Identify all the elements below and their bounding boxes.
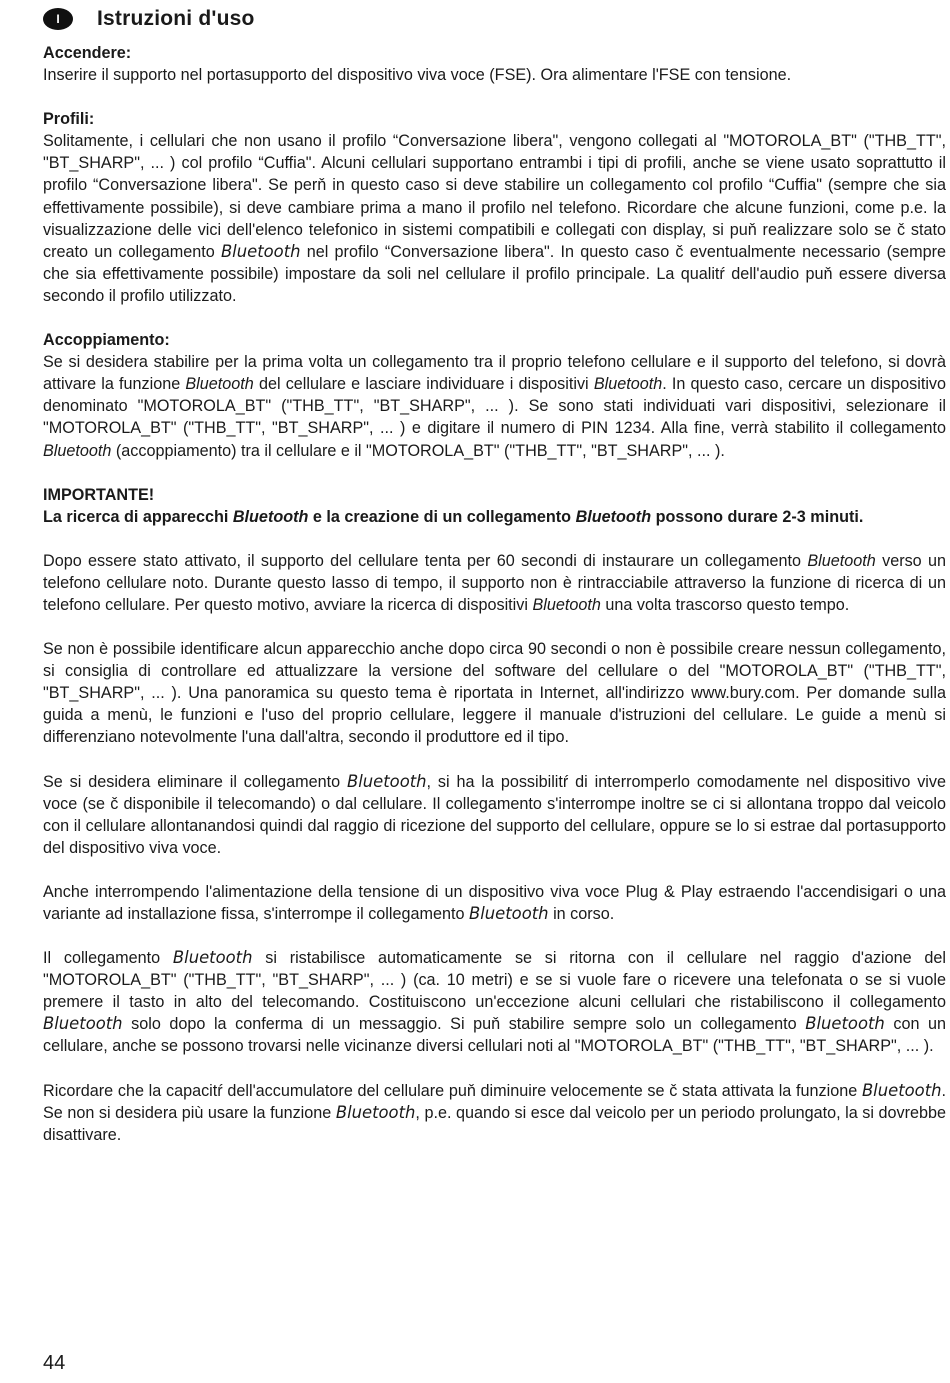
paragraph-text: del cellulare e lasciare individuare i dispositivi bbox=[258, 375, 589, 394]
bluetooth-term: Bluetooth bbox=[807, 551, 876, 570]
paragraph-reconnect bbox=[43, 947, 946, 1057]
instructions-body bbox=[43, 42, 946, 1146]
bluetooth-term: Bluetooth bbox=[232, 507, 309, 526]
page-number: 44 bbox=[43, 1352, 66, 1374]
bluetooth-term: Bluetooth bbox=[220, 241, 301, 261]
bluetooth-term: Bluetooth bbox=[43, 441, 112, 460]
paragraph-text: nel profilo “Conversazione libera". In questo caso č eventualmente necessario (sempre che sia effettivamente possibile) impostare da soli nel cellulare il profilo principale. La qualitŕ dell'audio puň essere diversa secondo il profilo utilizzato. bbox=[43, 242, 946, 305]
paragraph-text: solo dopo la conferma di un messaggio. Si puň stabilire sempre solo un collegamento bbox=[131, 1015, 797, 1034]
paragraph-power-interrupt bbox=[43, 881, 946, 925]
paragraph-text: Ricordare che la capacitŕ dell'accumulatore del cellulare puň diminuire velocemente se č stata attivata la funzione bbox=[43, 1081, 858, 1100]
bluetooth-term: Bluetooth bbox=[805, 1014, 885, 1034]
warning-text: La ricerca di apparecchi bbox=[43, 507, 229, 526]
paragraph-text: con un cellulare, anche se possono trovarsi nelle vicinanze diversi cellulari noti al "MOTOROLA_BT" ("THB_TT", "BT_SHARP", ... ). bbox=[43, 1015, 947, 1056]
section-heading-accendere: Accendere: bbox=[43, 44, 132, 62]
paragraph-battery bbox=[43, 1080, 946, 1146]
language-badge-icon: I bbox=[43, 8, 73, 30]
paragraph-text: . In questo caso, cercare un dispositivo denominato "MOTOROLA_BT" ("THB_TT", "BT_SHARP", ... ). Se sono stati individuati vari dispositivi, selezionare il "MOTOROLA_BT" ("THB_TT", "BT_SHARP", ... ) e digitare il numero di PIN 1234. Alla fine, verrà stabilito il collegamento bbox=[43, 375, 947, 438]
bluetooth-term: Bluetooth bbox=[346, 771, 427, 791]
paragraph-text: Anche interrompendo l'alimentazione della tensione di un dispositivo viva voce Plug & Play estraendo l'accendisigari o una variante ad installazione fissa, s'interrompe il collegamento bbox=[43, 882, 946, 923]
paragraph-text: si ristabilisce automaticamente se si ritorna con il cellulare nel raggio d'azione del "MOTOROLA_BT" ("THB_TT", "BT_SHARP", ... ) (ca. 10 metri) e se si vuole fare o ricevere una telefonata o se si vuole premere il tasto in alto del telecomando. Costituiscono un'eccezione alcuni cellulari che ristabiliscono il collegamento bbox=[43, 949, 946, 1012]
paragraph-text: Dopo essere stato attivato, il supporto del cellulare tenta per 60 secondi di instaurare un collegamento bbox=[43, 551, 802, 570]
section-heading-accoppiamento: Accoppiamento: bbox=[43, 331, 170, 350]
paragraph-text: verso un telefono cellulare noto. Durante questo lasso di tempo, il supporto non è rintracciabile attraverso la funzione di ricerca di un telefono cellulare. Per questo motivo, avviare la ricerca di dispositivi bbox=[43, 551, 947, 614]
paragraph-text: una volta trascorso questo tempo. bbox=[605, 595, 850, 614]
paragraph-text: Se si desidera stabilire per la prima volta un collegamento tra il proprio telefono cellulare e il supporto del telefono, si dovrà attivare la funzione bbox=[43, 353, 946, 394]
section-heading-profili: Profili: bbox=[43, 110, 95, 129]
bluetooth-term: Bluetooth bbox=[185, 375, 254, 394]
warning-text: possono durare 2-3 minuti. bbox=[655, 507, 864, 526]
paragraph-troubleshooting bbox=[43, 638, 946, 748]
section-importante bbox=[43, 484, 946, 528]
bluetooth-term: Bluetooth bbox=[861, 1080, 942, 1100]
paragraph-timeout bbox=[43, 550, 946, 616]
paragraph-text: Se si desidera eliminare il collegamento bbox=[43, 772, 341, 791]
paragraph-text: Il collegamento bbox=[43, 949, 161, 968]
paragraph-text: , p.e. quando si esce dal veicolo per un periodo prolungato, la si dovrebbe disattivare. bbox=[43, 1103, 947, 1144]
paragraph-text: . Se non si desidera più usare la funzione bbox=[43, 1081, 947, 1122]
bluetooth-term: Bluetooth bbox=[593, 375, 663, 394]
bluetooth-term: Bluetooth bbox=[43, 1014, 123, 1034]
paragraph-text: , si ha la possibilitŕ di interromperlo comodamente nel dispositivo vive voce (se č disponibile il telecomando) o dal cellulare. Il collegamento s'interrompe inoltre se ci si allontana troppo dal veicolo con il cellulare allontanandosi quindi dal raggio di ricezione del supporto del cellulare, oppure se lo si estrae dal portasupporto del dispositivo viva voce. bbox=[43, 772, 946, 857]
paragraph-text: in corso. bbox=[553, 905, 615, 923]
section-accendere bbox=[43, 42, 946, 86]
bluetooth-term: Bluetooth bbox=[172, 948, 253, 968]
paragraph-text: Solitamente, i cellulari che non usano il profilo “Conversazione libera", vengono collegati al "MOTOROLA_BT" ("THB_TT", "BT_SHARP", ... ) col profilo “Cuffia". Alcuni cellulari supportano entrambi i tipi di profili, anche se viene usato soprattutto il profilo “Conversazione libera". Se perň in questo caso si deve stabilire un collegamento col profilo “Cuffia" (sempre che sia effettivamente possibile), si deve cambiare prima a mano il profilo nel telefono. Ricordare che alcune funzioni, come p.e. la visualizzazione delle vici dell'elenco telefonico in sistemi compatibili e collegati con display, si puň realizzare solo se č stato creato un collegamento bbox=[43, 132, 946, 261]
bluetooth-term: Bluetooth bbox=[532, 595, 601, 614]
paragraph-text: Inserire il supporto nel portasupporto del dispositivo viva voce (FSE). Ora alimentare l'FSE con tensione. bbox=[43, 66, 792, 85]
bluetooth-term: Bluetooth bbox=[468, 904, 549, 923]
section-profili bbox=[43, 108, 946, 307]
bluetooth-term: Bluetooth bbox=[335, 1102, 416, 1122]
section-heading-importante: IMPORTANTE! bbox=[43, 485, 155, 504]
warning-text: e la creazione di un collegamento bbox=[312, 507, 572, 526]
paragraph-text: (accoppiamento) tra il cellulare e il "MOTOROLA_BT" ("THB_TT", "BT_SHARP", ... ). bbox=[115, 441, 725, 460]
paragraph-disconnect bbox=[43, 771, 946, 859]
paragraph-text: Se non è possibile identificare alcun apparecchio anche dopo circa 90 secondi o non è possibile creare nessun collegamento, si consiglia di controllare ed attualizzare la versione del software del cellulare o del "MOTOROLA_BT" ("THB_TT", "BT_SHARP", ... ). Una panoramica su questo tema è riportata in Internet, all'indirizzo www.bury.com. Per domande sulla guida a menù, le funzioni e l'uso del proprio cellulare, leggere il manuale d'istruzioni del cellulare. Le guide a menù si differenziano notevolmente l'una dall'altra, secondo il produttore ed il tipo. bbox=[43, 640, 946, 747]
page-title: Istruzioni d'uso bbox=[97, 7, 255, 30]
bluetooth-term: Bluetooth bbox=[575, 507, 652, 526]
section-accoppiamento bbox=[43, 329, 946, 462]
header bbox=[43, 6, 255, 32]
